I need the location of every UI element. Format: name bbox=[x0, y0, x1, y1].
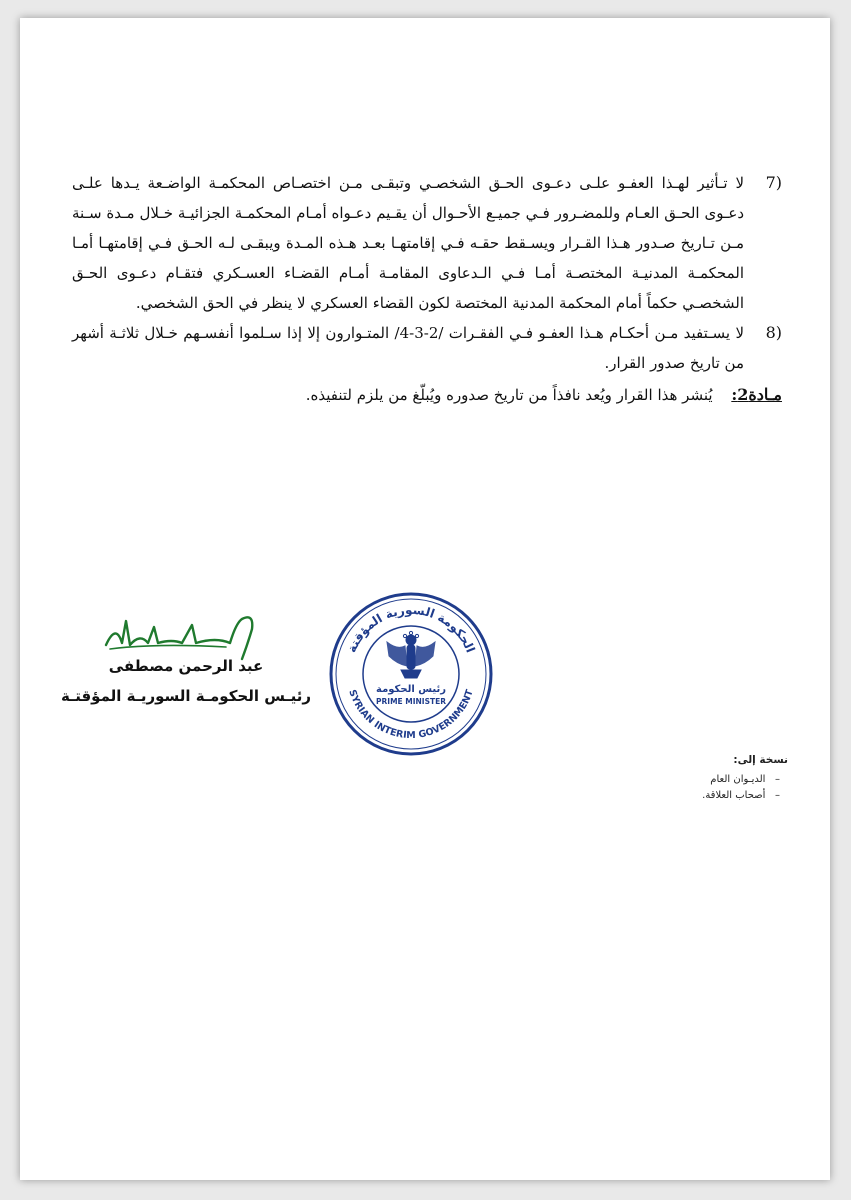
copies-title: نسخة إلى: bbox=[733, 754, 788, 766]
article-label: مـادة2: bbox=[731, 385, 782, 404]
signature-block bbox=[56, 603, 316, 705]
eagle-emblem-icon bbox=[387, 631, 435, 678]
seal-arabic-center: رئيس الحكومة bbox=[376, 684, 446, 695]
document-page bbox=[20, 18, 830, 1180]
clause-text: لا تـأثير لهـذا العفـو علـى دعـوى الحـق الشخصـي وتبقـى مـن اختصـاص المحكمـة الواضـعة يـدها علـى دعـوى الحـق العـام وللمضـرور فـي جميـع الأحـوال أن يقـيم دعـواه أمـام المحكمـة الجزائيـة خـلال مـدة سـنة مـن تـاريخ صـدور هـذا القـرار ويسـقط حقـه فـي إقامتهـا بعـد هـذه المـدة ويبقـى لـه الحـق فـي إقامتهـا أمـا المحكمـة المدنيـة المختصـة أمـا فـي الـدعاوى المقامـة أمـام القضـاء العسـكري فتقـام دعـوى الحـق الشخصـي حكماً أمام المحكمة المدنية المختصة لكون القضاء العسكري لا ينظر في الحق الشخصي. bbox=[72, 174, 744, 312]
copies-item: – الديـوان العام bbox=[710, 774, 780, 785]
clause-number: 8) bbox=[765, 323, 782, 342]
seal-arabic-ring: الحكومة السورية المؤقتة bbox=[344, 602, 478, 655]
clause-8 bbox=[72, 318, 782, 378]
signatory-title: رئيـس الحكومـة السوريـة المؤقتـة bbox=[61, 687, 311, 705]
seal-english-ring: SYRIAN INTERIM GOVERNMENT bbox=[346, 688, 476, 742]
handwritten-signature bbox=[96, 603, 276, 663]
copies-item-label: الديـوان العام bbox=[710, 774, 766, 785]
clause-7 bbox=[72, 168, 782, 318]
copies-item: – أصحاب العلاقة. bbox=[702, 790, 780, 801]
article-2 bbox=[72, 380, 782, 410]
signatory-name: عبد الرحمن مصطفى bbox=[108, 657, 264, 675]
seal-english-center: PRIME MINISTER bbox=[376, 697, 446, 706]
copies-list bbox=[528, 754, 788, 806]
seal-graphic bbox=[327, 590, 495, 758]
clause-text: لا يسـتفيد مـن أحكـام هـذا العفـو فـي الفقـرات /2-3-4/ المتـوارون إلا إذا سـلموا أنفسـهم خـلال ثلاثـة أشهر من تاريخ صدور القرار. bbox=[72, 324, 744, 372]
copies-item-label: أصحاب العلاقة. bbox=[702, 790, 766, 801]
clause-number: 7) bbox=[765, 173, 782, 192]
official-seal bbox=[327, 590, 495, 758]
decree-body bbox=[72, 168, 782, 410]
article-text: يُنشر هذا القرار ويُعد نافذاً من تاريخ صدوره ويُبلّغ من يلزم لتنفيذه. bbox=[305, 386, 713, 404]
